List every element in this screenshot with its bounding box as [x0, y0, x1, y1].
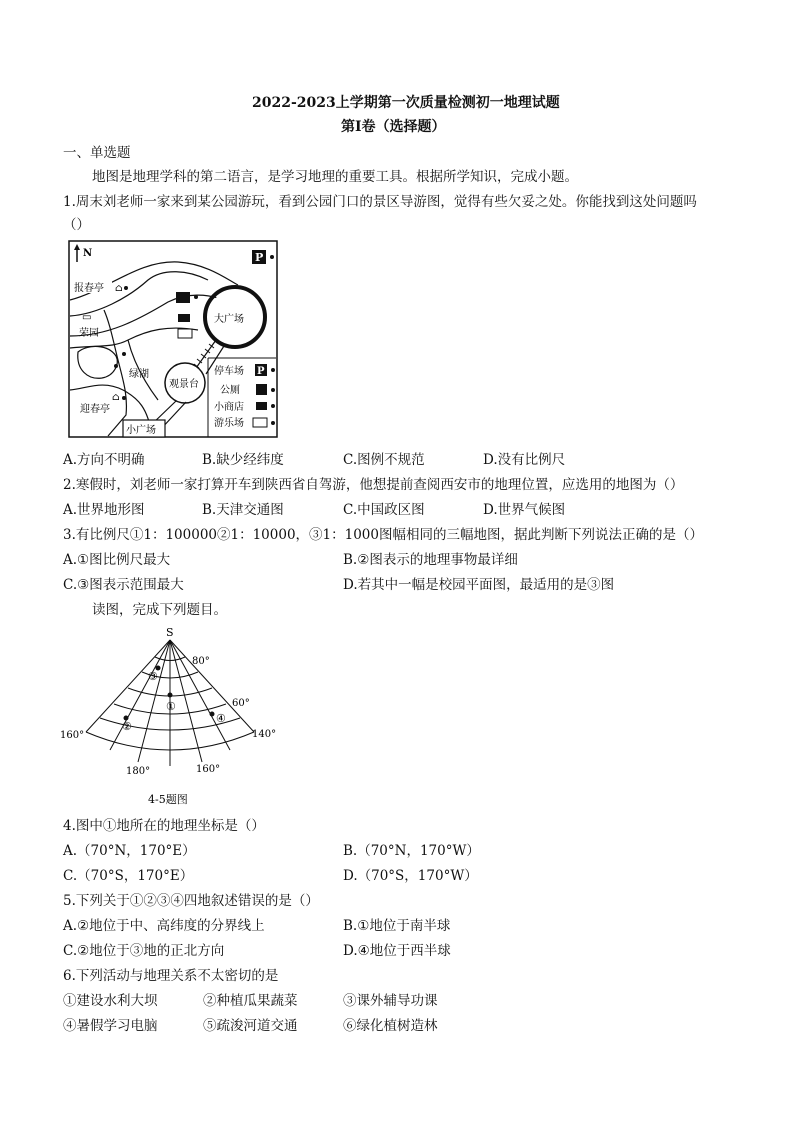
q2-option-b[interactable]: B.天津交通图: [202, 502, 284, 518]
q5-stem: 5.下列关于①②③④四地叙述错误的是（）: [63, 893, 319, 909]
q6-stem: 6.下列活动与地理关系不太密切的是: [63, 968, 279, 984]
point-4-label: ④: [216, 712, 226, 725]
q3-option-c[interactable]: C.③图表示范围最大: [63, 577, 184, 593]
section-intro: 地图是地理学科的第二语言，是学习地理的重要工具。根据所学知识，完成小题。: [92, 169, 578, 185]
legend-toilet-icon: [256, 384, 267, 395]
garden-icon: ▭: [82, 312, 92, 323]
q2-option-d[interactable]: D.世界气候图: [483, 502, 566, 518]
read-prompt: 读图，完成下列题目。: [92, 602, 227, 618]
pavilion-icon: ⌂: [115, 283, 123, 294]
q6-item-5: ⑤疏浚河道交通: [203, 1018, 298, 1034]
yingchunting-label: 迎春亭: [80, 404, 110, 415]
park-guide-map: [68, 240, 282, 440]
q3-stem: 3.有比例尺①1：100000②1：10000，③1：1000图幅相同的三幅地图，据此判断下列说法正确的是（）: [63, 527, 703, 543]
legend-shop-label: 小商店: [214, 402, 244, 413]
q1-stem-tail: （）: [63, 217, 90, 233]
q5-option-c[interactable]: C.②地位于③地的正北方向: [63, 943, 225, 959]
q3-option-a[interactable]: A.①图比例尺最大: [63, 552, 171, 568]
lat-80-label: 80°: [192, 656, 210, 667]
q5-option-a[interactable]: A.②地位于中、高纬度的分界线上: [63, 918, 265, 934]
q6-item-6: ⑥绿化植树造林: [343, 1018, 438, 1034]
lon-160-bottom-label: 160°: [196, 764, 221, 775]
point-1-label: ①: [166, 700, 176, 713]
polar-graticule-figure: [60, 622, 290, 812]
rongyuan-label: 荣园: [79, 328, 99, 339]
baochunting-label: 报春亭: [74, 283, 104, 294]
lvhu-label: 绿湖: [129, 369, 149, 380]
legend-parking-label: 停车场: [214, 366, 244, 377]
lat-60-label: 60°: [232, 698, 250, 709]
north-label: N: [83, 248, 93, 259]
pole-label: S: [166, 626, 174, 639]
q5-option-d[interactable]: D.④地位于西半球: [343, 943, 451, 959]
legend-playground-label: 游乐场: [214, 418, 244, 429]
q2-option-c[interactable]: C.中国政区图: [343, 502, 425, 518]
parking-label: P: [255, 251, 264, 264]
lon-140-label: 140°: [252, 729, 277, 740]
big-square-label: 大广场: [214, 314, 244, 325]
toilet-icon: [176, 292, 190, 303]
q6-item-1: ①建设水利大坝: [63, 993, 158, 1009]
lon-180-label: 180°: [126, 766, 151, 777]
svg-text:P: P: [257, 366, 265, 377]
exam-title: 2022-2023上学期第一次质量检测初一地理试题: [252, 95, 560, 111]
lon-160-left-label: 160°: [60, 730, 85, 741]
q4-option-a[interactable]: A.（70°N，170°E）: [63, 843, 196, 859]
legend-shop-icon: [256, 402, 267, 410]
q1-option-c[interactable]: C.图例不规范: [343, 452, 425, 468]
q2-stem: 2.寒假时，刘老师一家打算开车到陕西省自驾游，他想提前查阅西安市的地理位置，应选用的地图为（）: [63, 477, 684, 493]
figure-caption: 4-5题图: [148, 793, 188, 806]
small-square-label: 小广场: [126, 425, 156, 436]
q6-item-3: ③课外辅导功课: [343, 993, 438, 1009]
q1-option-d[interactable]: D.没有比例尺: [483, 452, 566, 468]
point-2-label: ②: [122, 720, 132, 733]
q1-option-b[interactable]: B.缺少经纬度: [202, 452, 284, 468]
section-heading: 一、单选题: [63, 145, 131, 161]
viewpoint-label: 观景台: [169, 379, 199, 390]
q4-option-c[interactable]: C.（70°S，170°E）: [63, 868, 194, 884]
q5-option-b[interactable]: B.①地位于南半球: [343, 918, 451, 934]
legend-toilet-label: 公厕: [220, 385, 240, 396]
pavilion2-icon: ⌂: [112, 392, 120, 403]
q3-option-b[interactable]: B.②图表示的地理事物最详细: [343, 552, 518, 568]
q6-item-2: ②种植瓜果蔬菜: [203, 993, 298, 1009]
q1-stem: 1.周末刘老师一家来到某公园游玩，看到公园门口的景区导游图，觉得有些欠妥之处。你能找到这处问题吗: [63, 194, 697, 210]
q3-option-d[interactable]: D.若其中一幅是校园平面图，最适用的是③图: [343, 577, 615, 593]
q1-option-a[interactable]: A.方向不明确: [63, 452, 145, 468]
volume-title: 第I卷（选择题）: [341, 119, 446, 135]
q4-stem: 4.图中①地所在的地理坐标是（）: [63, 818, 265, 834]
point-3-label: ③: [148, 670, 158, 683]
q4-option-d[interactable]: D.（70°S，170°W）: [343, 868, 478, 884]
q4-option-b[interactable]: B.（70°N，170°W）: [343, 843, 480, 859]
q2-option-a[interactable]: A.世界地形图: [63, 502, 145, 518]
shop-icon: [178, 314, 190, 322]
q6-item-4: ④暑假学习电脑: [63, 1018, 158, 1034]
